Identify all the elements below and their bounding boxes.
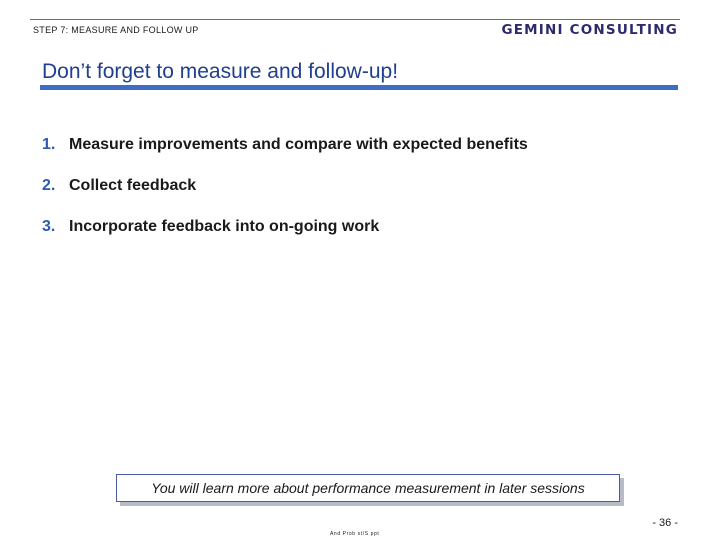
step-number: 2. (42, 177, 56, 194)
step-item-1 (42, 135, 528, 155)
step-list (42, 135, 528, 258)
footer-file-name: And Prob st/S ppt (330, 531, 380, 537)
section-label: STEP 7: MEASURE AND FOLLOW UP (33, 25, 199, 35)
slide-title: Don’t forget to measure and follow-up! (42, 60, 399, 83)
callout-box (116, 474, 620, 502)
step-text: Collect feedback (69, 177, 197, 194)
step-number: 3. (42, 218, 56, 235)
step-text: Incorporate feedback into on-going work (69, 218, 380, 235)
step-item-3 (42, 217, 528, 237)
step-number: 1. (42, 136, 56, 153)
company-logo: GEMINI CONSULTING (501, 22, 678, 38)
step-text: Measure improvements and compare with expected benefits (69, 136, 528, 153)
page-number: - 36 - (652, 517, 678, 529)
callout-text: You will learn more about performance measurement in later sessions (151, 480, 585, 496)
header-top-rule (30, 19, 680, 20)
step-item-2 (42, 176, 528, 196)
title-underline (40, 85, 678, 90)
